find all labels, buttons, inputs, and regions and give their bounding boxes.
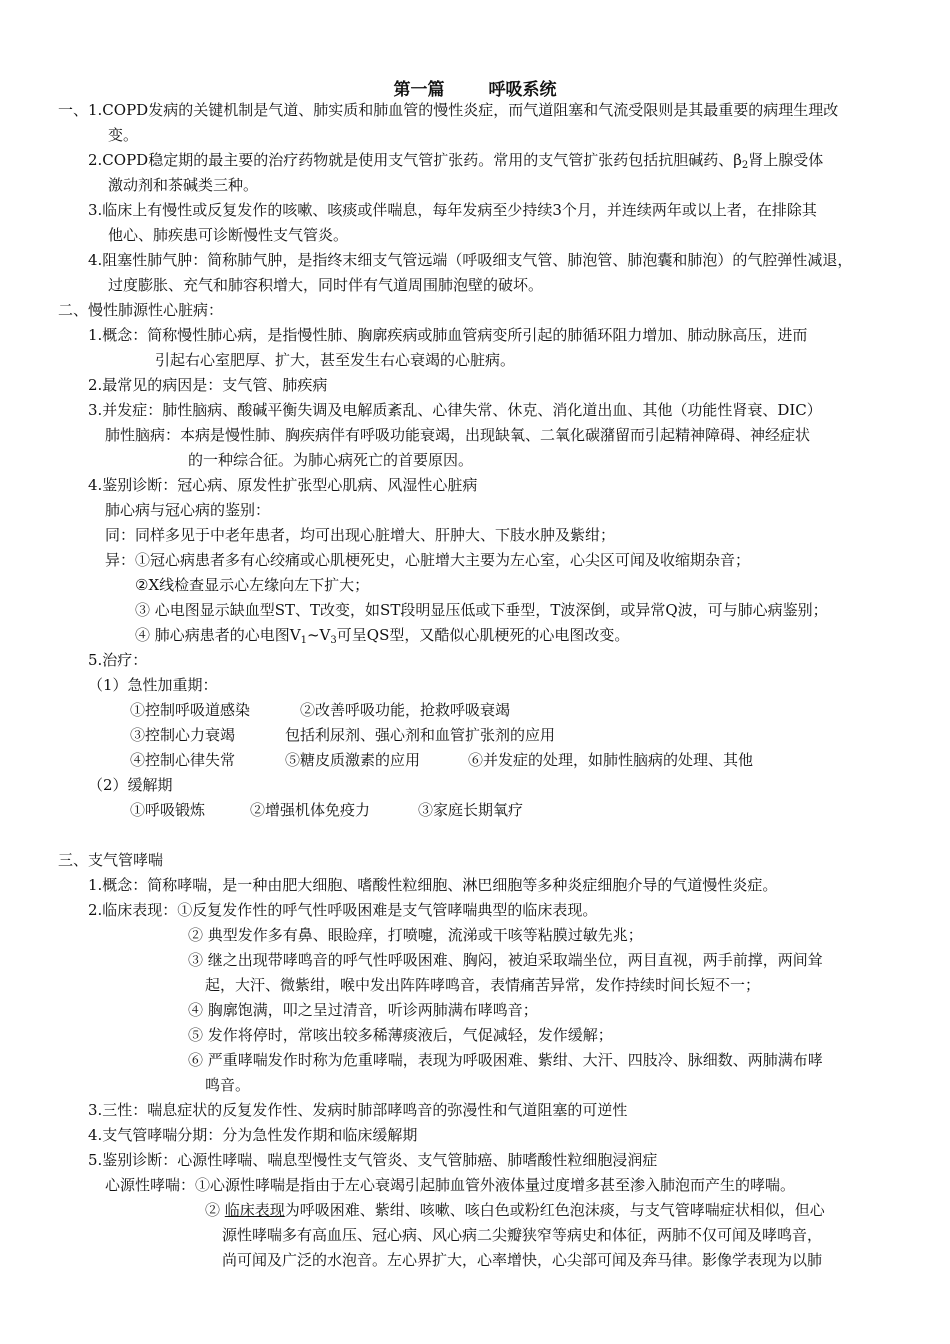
text-line: 5.鉴别诊断：心源性哮喘、喘息型慢性支气管炎、支气管肺癌、肺嗜酸性粒细胞浸润症: [88, 1151, 658, 1169]
text-line: ②增强机体免疫力: [250, 801, 371, 819]
text-line: 异：①冠心病患者多有心绞痛或心肌梗死史，心脏增大主要为左心室，心尖区可闻及收缩期杂音；: [105, 551, 751, 569]
text-line: ③ 心电图显示缺血型ST、T改变，如ST段明显压低或下垂型，T波深倒，或异常Q波，可与肺心病鉴别；: [135, 601, 828, 619]
text-line: 3.并发症：肺性脑病、酸碱平衡失调及电解质紊乱、心律失常、休克、消化道出血、其他（功能性肾衰、DIC）: [88, 401, 822, 419]
text-line: 4.阻塞性肺气肿：简称肺气肿，是指终末细支气管远端（呼吸细支气管、肺泡管、肺泡囊和肺泡）的气腔弹性减退，: [88, 251, 853, 269]
text-line: ⑥并发症的处理，如肺性脑病的处理、其他: [468, 751, 754, 769]
text-line: （1）急性加重期：: [88, 676, 218, 694]
text-line: ③家庭长期氧疗: [418, 801, 524, 819]
text-line: 的一种综合征。为肺心病死亡的首要原因。: [188, 451, 474, 469]
text-line: 心源性哮喘：①心源性哮喘是指由于左心衰竭引起肺血管外液体量过度增多甚至渗入肺泡而产生的哮喘。: [105, 1176, 796, 1194]
text-line: ⑤糖皮质激素的应用: [285, 751, 421, 769]
section-heading: 二、慢性肺源性心脏病：: [58, 301, 224, 319]
text-line: 尚可闻及广泛的水泡音。左心界扩大，心率增快，心尖部可闻及奔马律。影像学表现为以肺: [222, 1251, 823, 1269]
text-line: 变。: [108, 126, 139, 144]
text-line: 他心、肺疾患可诊断慢性支气管炎。: [108, 226, 349, 244]
text-line: 2.最常见的病因是：支气管、肺疾病: [88, 376, 328, 394]
text-line: 激动剂和茶碱类三种。: [108, 176, 259, 194]
page-title: 第一篇 呼吸系统: [393, 80, 557, 100]
text-line: ⑤ 发作将停时，常咳出较多稀薄痰液后，气促减轻，发作缓解；: [188, 1026, 613, 1044]
text-line: 过度膨胀、充气和肺容积增大，同时伴有气道周围肺泡壁的破坏。: [108, 276, 544, 294]
text-line: 同：同样多见于中老年患者，均可出现心脏增大、肝肿大、下肢水肿及紫绀；: [105, 526, 616, 544]
text-line: 1.概念：简称慢性肺心病，是指慢性肺、胸廓疾病或肺血管病变所引起的肺循环阻力增加、肺动脉高压，进而: [88, 326, 808, 344]
text-line: 3.三性：喘息症状的反复发作性、发病时肺部哮鸣音的弥漫性和气道阻塞的可逆性: [88, 1101, 628, 1119]
text-line: ④ 胸廓饱满，叩之呈过清音，听诊两肺满布哮鸣音；: [188, 1001, 538, 1019]
text-line: ②X线检查显示心左缘向左下扩大；: [135, 576, 370, 594]
text-line: ④ 肺心病患者的心电图$V_1\sim V_3$可呈QS型，又酷似心肌梗死的心电图改变。: [135, 626, 630, 646]
text-line: ② 典型发作多有鼻、眼睑痒，打喷嚏，流涕或干咳等粘膜过敏先兆；: [188, 926, 643, 944]
text-line: 源性哮喘多有高血压、冠心病、风心病二尖瓣狭窄等病史和体征，两肺不仅可闻及哮鸣音，: [222, 1226, 823, 1244]
text-line: ①呼吸锻炼: [130, 801, 206, 819]
text-line: ④控制心律失常: [130, 751, 236, 769]
text-line: 起，大汗、微紫绀，喉中发出阵阵哮鸣音，表情痛苦异常，发作持续时间长短不一；: [205, 976, 761, 994]
text-line: ②改善呼吸功能，抢救呼吸衰竭: [300, 701, 511, 719]
text-line: 2.临床表现：①反复发作性的呼气性呼吸困难是支气管哮喘典型的临床表现。: [88, 901, 598, 919]
text-line: ③控制心力衰竭: [130, 726, 236, 744]
section-heading: 三、支气管哮喘: [58, 851, 164, 869]
text-line: 引起右心室肥厚、扩大，甚至发生右心衰竭的心脏病。: [155, 351, 516, 369]
text-line: 一、1.COPD发病的关键机制是气道、肺实质和肺血管的慢性炎症，而气道阻塞和气流受限则是其最重要的病理生理改: [58, 101, 839, 119]
underlined-term: 临床表现: [224, 1201, 285, 1219]
text-line: 肺性脑病：本病是慢性肺、胸疾病伴有呼吸功能衰竭，出现缺氧、二氧化碳潴留而引起精神障碍、神经症状: [105, 426, 811, 444]
text-line: 1.概念：简称哮喘，是一种由肥大细胞、嗜酸性粒细胞、淋巴细胞等多种炎症细胞介导的气道慢性炎症。: [88, 876, 778, 894]
text-line: 4.鉴别诊断：冠心病、原发性扩张型心肌病、风湿性心脏病: [88, 476, 478, 494]
text-line: ③ 继之出现带哮鸣音的呼气性呼吸困难、胸闷，被迫采取端坐位，两目直视，两手前撑，两间耸: [188, 951, 823, 969]
text-line: 2.COPD稳定期的最主要的治疗药物就是使用支气管扩张药。常用的支气管扩张药包括抗胆碱药、$\beta_2$肾上腺受体: [88, 151, 824, 171]
text-line: 3.临床上有慢性或反复发作的咳嗽、咳痰或伴喘息，每年发病至少持续3个月，并连续两年或以上者，在排除其: [88, 201, 817, 219]
text-line: 肺心病与冠心病的鉴别：: [105, 501, 271, 519]
text-line: 4.支气管哮喘分期：分为急性发作期和临床缓解期: [88, 1126, 418, 1144]
text-line: ①控制呼吸道感染: [130, 701, 251, 719]
text-line: 包括利尿剂、强心剂和血管扩张剂的应用: [285, 726, 556, 744]
text-line: ② 临床表现为呼吸困难、紫绀、咳嗽、咳白色或粉红色泡沫痰，与支气管哮喘症状相似，但心: [205, 1201, 825, 1219]
text-line: （2）缓解期: [88, 776, 173, 794]
text-line: 5.治疗：: [88, 651, 148, 669]
text-line: ⑥ 严重哮喘发作时称为危重哮喘，表现为呼吸困难、紫绀、大汗、四肢冷、脉细数、两肺满布哮: [188, 1051, 823, 1069]
text-line: 鸣音。: [205, 1076, 251, 1094]
